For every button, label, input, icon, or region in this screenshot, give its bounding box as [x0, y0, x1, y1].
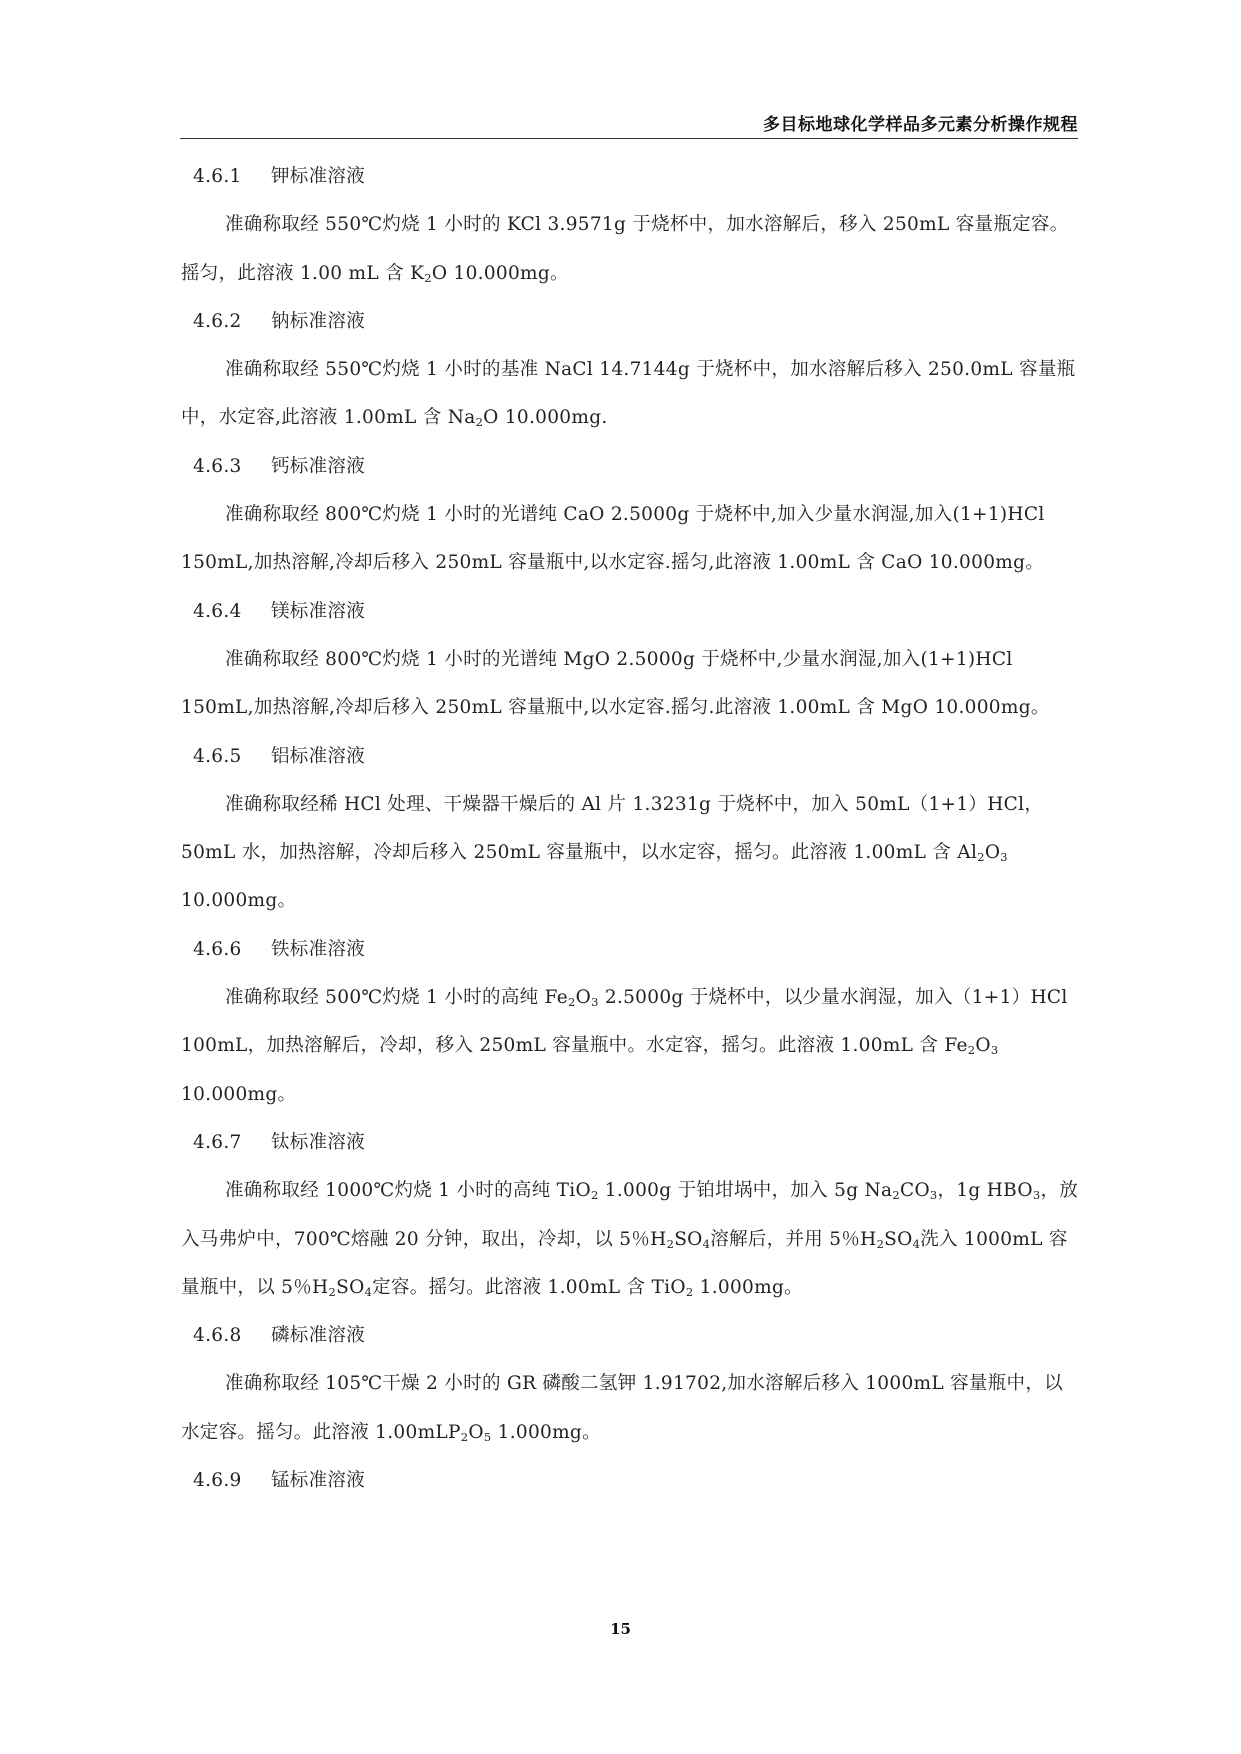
section-heading-4-6-7: [181, 1119, 1081, 1167]
paragraph-phosphorus: 准确称取经 105℃干燥 2 小时的 GR 磷酸二氢钾 1.91702,加水溶解后移入 1000mL 容量瓶中，以水定容。摇匀。此溶液 $1.00mLP_2O_5$ 1.000mg。: [181, 1373, 1063, 1444]
document-body: [181, 153, 1081, 1505]
section-number: 4.6.1: [193, 166, 242, 187]
section-heading-4-6-9: [181, 1457, 1081, 1505]
section-number: 4.6.7: [193, 1131, 242, 1153]
section-heading-4-6-5: [181, 733, 1081, 781]
section-title: 锰标准溶液: [271, 1470, 366, 1492]
section-title: 镁标准溶液: [271, 600, 366, 622]
paragraph-sodium: 准确称取经 550℃灼烧 1 小时的基准 NaCl 14.7144g 于烧杯中，加水溶解后移入 250.0mL 容量瓶中，水定容,此溶液 1.00mL 含 $Na_2O$ 10.000mg.: [181, 359, 1076, 430]
section-title: 钙标准溶液: [271, 455, 366, 477]
paragraph-calcium: 准确称取经 800℃灼烧 1 小时的光谱纯 CaO 2.5000g 于烧杯中,加入少量水润湿,加入(1+1)HCl 150mL,加热溶解,冷却后移入 250mL 容量瓶中,以水定容.摇匀,此溶液 1.00mL 含 CaO 10.000mg。: [181, 504, 1045, 574]
section-heading-4-6-8: [181, 1312, 1081, 1360]
section-title: 钛标准溶液: [271, 1131, 366, 1153]
section-heading-4-6-2: [181, 298, 1081, 346]
section-heading-4-6-4: [181, 588, 1081, 636]
paragraph-iron: 准确称取经 500℃灼烧 1 小时的高纯 $Fe_2O_3$ 2.5000g 于烧杯中，以少量水润湿，加入（1+1）HCl 100mL，加热溶解后，冷却，移入 250mL 容量瓶中。水定容，摇匀。此溶液 1.00mL 含 $Fe_2O_3$ 10.000mg。: [181, 987, 1068, 1105]
paragraph-titanium: 准确称取经 1000℃灼烧 1 小时的高纯 TiO$_2$ 1.000g 于铂坩埚中，加入 5g $Na_2CO_3$，1g $HBO_3$，放入马弗炉中，700℃熔融 20 分钟，取出，冷却，以 5％$H_2SO_4$溶解后，并用 5％$H_2SO_4$洗入 1000mL 容量瓶中，以 5％$H_2SO_4$定容。摇匀。此溶液 1.00mL 含 TiO$_2$ 1.000mg。: [181, 1180, 1079, 1299]
section-title: 铁标准溶液: [271, 938, 366, 960]
page-number: 15: [610, 1620, 631, 1638]
section-title: 铝标准溶液: [271, 745, 366, 767]
section-title: 钠标准溶液: [271, 310, 366, 332]
section-number: 4.6.5: [193, 745, 242, 767]
section-number: 4.6.6: [193, 938, 242, 960]
section-heading-4-6-1: [181, 153, 1081, 201]
section-heading-4-6-3: [181, 443, 1081, 491]
section-title: 磷标准溶液: [271, 1325, 366, 1347]
section-number: 4.6.8: [193, 1325, 242, 1347]
section-number: 4.6.3: [193, 455, 242, 477]
document-title: 多目标地球化学样品多元素分析操作规程: [763, 115, 1078, 135]
paragraph-potassium: 准确称取经 550℃灼烧 1 小时的 KCl 3.9571g 于烧杯中，加水溶解后，移入 250mL 容量瓶定容。摇匀，此溶液 1.00 mL 含 $K_2O$ 10.000mg。: [181, 214, 1069, 285]
section-title: 钾标准溶液: [271, 166, 366, 187]
section-number: 4.6.9: [193, 1470, 242, 1492]
page-header: [180, 108, 1078, 139]
paragraph-magnesium: 准确称取经 800℃灼烧 1 小时的光谱纯 MgO 2.5000g 于烧杯中,少量水润湿,加入(1+1)HCl 150mL,加热溶解,冷却后移入 250mL 容量瓶中,以水定容.摇匀.此溶液 1.00mL 含 MgO 10.000mg。: [181, 648, 1050, 719]
section-number: 4.6.2: [193, 310, 242, 332]
section-heading-4-6-6: [181, 926, 1081, 974]
paragraph-aluminum: 准确称取经稀 HCl 处理、干燥器干燥后的 Al 片 1.3231g 于烧杯中，加入 50mL（1+1）HCl，50mL 水，加热溶解，冷却后移入 250mL 容量瓶中，以水定容，摇匀。此溶液 1.00mL 含 $Al_2O_3$ 10.000mg。: [181, 793, 1044, 912]
section-number: 4.6.4: [193, 600, 242, 622]
